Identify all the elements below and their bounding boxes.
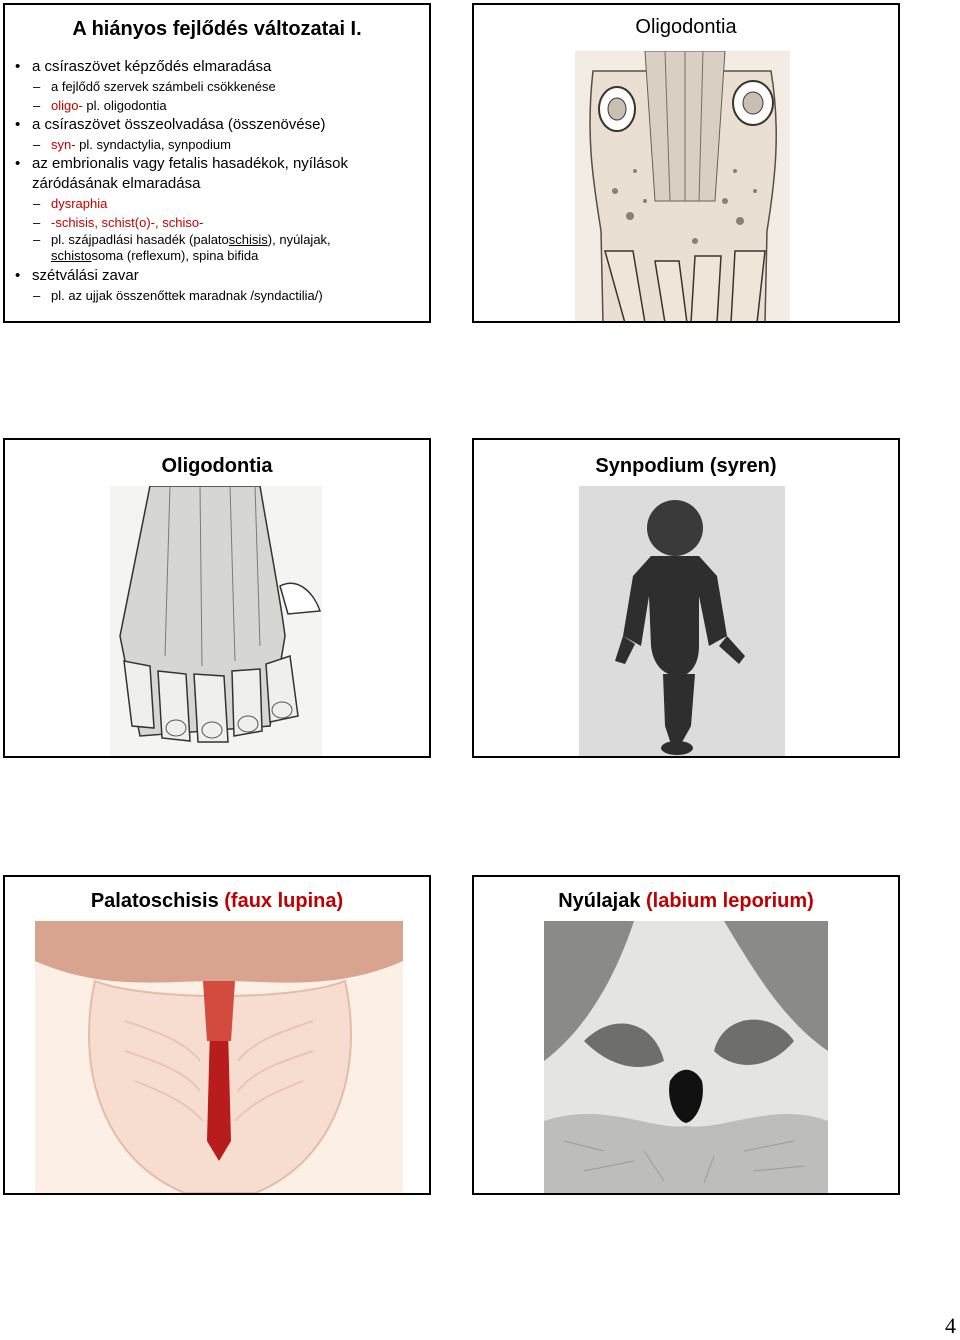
dash-icon: – — [33, 232, 41, 247]
bullet-item: • az embrionalis vagy fetalis hasadékok, nyílások — [15, 155, 348, 172]
slide-synpodium — [472, 438, 900, 758]
slide-oligodontia-1 — [472, 3, 900, 323]
bullet-dot-icon: • — [15, 155, 21, 172]
cleft-palate-photo — [35, 921, 403, 1195]
term-red: oligo- — [51, 98, 83, 113]
sub-item-continuation: schistosoma (reflexum), spina bifida — [51, 248, 259, 263]
page-number: 4 — [945, 1313, 956, 1338]
slide-title: A hiányos fejlődés változatai I. — [72, 18, 362, 40]
term-red: syn- — [51, 137, 76, 152]
sub-item: – syn- pl. syndactylia, synpodium — [33, 137, 231, 152]
sub-item: – dysraphia — [33, 196, 108, 211]
bullet-dot-icon: • — [15, 58, 21, 75]
outline-list — [13, 57, 423, 305]
bullet-item: • a csíraszövet képződés elmaradása — [15, 58, 272, 75]
bullet-item: • a csíraszövet összeolvadása (összenövése) — [15, 116, 326, 133]
slide-title: Nyúlajak (labium leporium) — [558, 890, 814, 912]
slide-title: Synpodium (syren) — [595, 455, 777, 477]
slide-palatoschisis — [3, 875, 431, 1195]
dash-icon: – — [33, 98, 41, 113]
bullet-item: • szétválási zavar — [15, 267, 139, 284]
sub-item: – a fejlődő szervek számbeli csökkenése — [33, 79, 276, 94]
slide-title: Palatoschisis (faux lupina) — [90, 890, 344, 912]
bullet-continuation: záródásának elmaradása — [32, 175, 201, 192]
synpodium-infant-photo — [579, 486, 785, 758]
dash-icon: – — [33, 79, 41, 94]
slide-text-outline — [3, 3, 431, 323]
bullet-dot-icon: • — [15, 267, 21, 284]
slide-title: Oligodontia — [161, 455, 273, 477]
dash-icon: – — [33, 288, 41, 303]
dash-icon: – — [33, 196, 41, 211]
sub-item: – -schisis, schist(o)-, schiso- — [33, 215, 204, 230]
oligodontia-jaw-illustration — [575, 51, 790, 323]
sub-item: – oligo- pl. oligodontia — [33, 98, 167, 113]
sub-item: – pl. az ujjak összenőttek maradnak /syndactilia/) — [33, 288, 323, 303]
slide-oligodontia-2 — [3, 438, 431, 758]
sub-item: – pl. szájpadlási hasadék (palatoschisis), nyúlajak, — [33, 232, 331, 247]
harelip-photo — [544, 921, 828, 1195]
slide-title: Oligodontia — [635, 16, 737, 38]
oligodontia-incisors-illustration — [110, 486, 322, 758]
dash-icon: – — [33, 215, 41, 230]
dash-icon: – — [33, 137, 41, 152]
bullet-dot-icon: • — [15, 116, 21, 133]
slide-nyulajak — [472, 875, 900, 1195]
